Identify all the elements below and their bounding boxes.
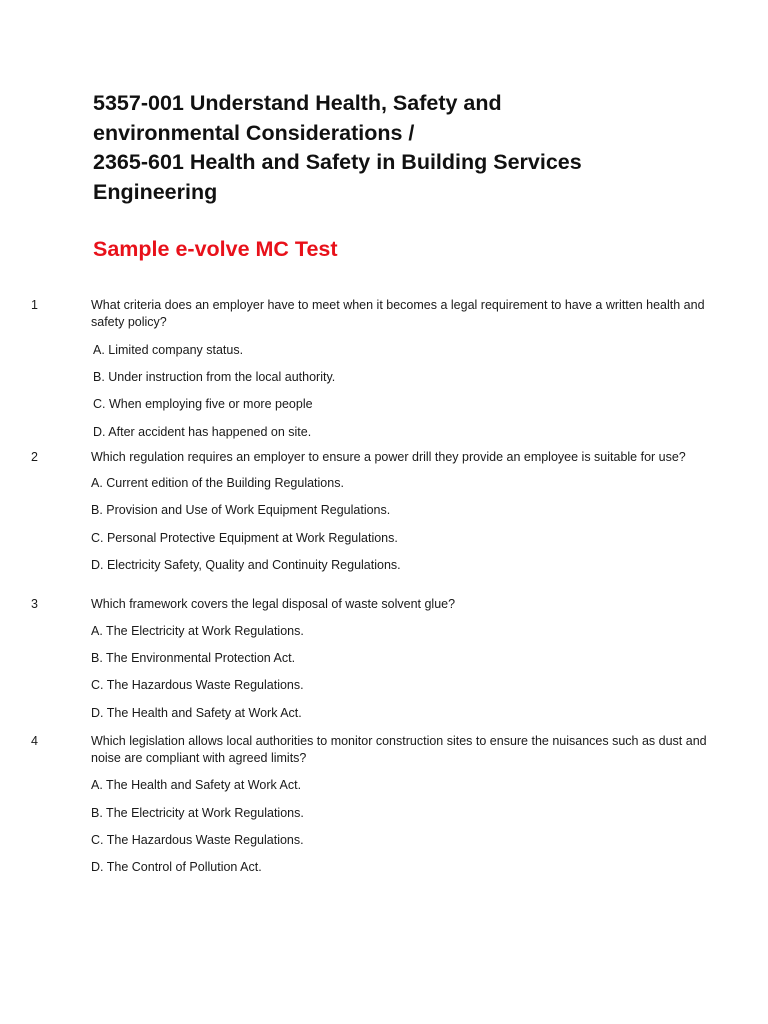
answer-option-a: A. The Health and Safety at Work Act.	[91, 778, 302, 792]
question-text: Which regulation requires an employer to ensure a power drill they provide an employee is suitable for use?	[91, 450, 686, 464]
answer-option-b: B. Under instruction from the local authority.	[93, 370, 336, 384]
title-line: Engineering	[93, 179, 218, 204]
question-text: Which legislation allows local authorities to monitor construction sites to ensure the nuisances such as dust and noise are compliant with agreed limits?	[91, 734, 707, 765]
title-line: environmental Considerations /	[93, 120, 415, 145]
answer-option-c: C. When employing five or more people	[93, 397, 313, 411]
answer-option-a: A. Limited company status.	[93, 343, 244, 357]
answer-option-d: D. Electricity Safety, Quality and Continuity Regulations.	[91, 558, 401, 572]
answer-option-d: D. The Control of Pollution Act.	[91, 860, 262, 874]
question-number: 3	[31, 597, 38, 611]
answer-option-c: C. Personal Protective Equipment at Work Regulations.	[91, 531, 398, 545]
question-text: Which framework covers the legal disposal of waste solvent glue?	[91, 597, 456, 611]
answer-option-a: A. The Electricity at Work Regulations.	[91, 624, 304, 638]
answer-option-d: D. After accident has happened on site.	[93, 425, 312, 439]
answer-option-c: C. The Hazardous Waste Regulations.	[91, 833, 304, 847]
question-number: 2	[31, 450, 38, 464]
title-line: 2365-601 Health and Safety in Building Services	[93, 150, 582, 174]
question-number: 4	[31, 734, 38, 748]
title-line: 5357-001 Understand Health, Safety and	[93, 91, 502, 115]
answer-option-d: D. The Health and Safety at Work Act.	[91, 706, 302, 720]
answer-option-b: B. The Electricity at Work Regulations.	[91, 806, 304, 820]
question-number: 1	[31, 298, 38, 312]
answer-option-a: A. Current edition of the Building Regulations.	[91, 476, 344, 490]
answer-option-c: C. The Hazardous Waste Regulations.	[91, 678, 304, 692]
answer-option-b: B. The Environmental Protection Act.	[91, 651, 296, 665]
question-text: What criteria does an employer have to meet when it becomes a legal requirement to have a written health and safety policy?	[91, 298, 705, 329]
answer-option-b: B. Provision and Use of Work Equipment Regulations.	[91, 503, 391, 517]
test-subtitle: Sample e-volve MC Test	[93, 237, 338, 261]
document-title	[93, 89, 713, 207]
